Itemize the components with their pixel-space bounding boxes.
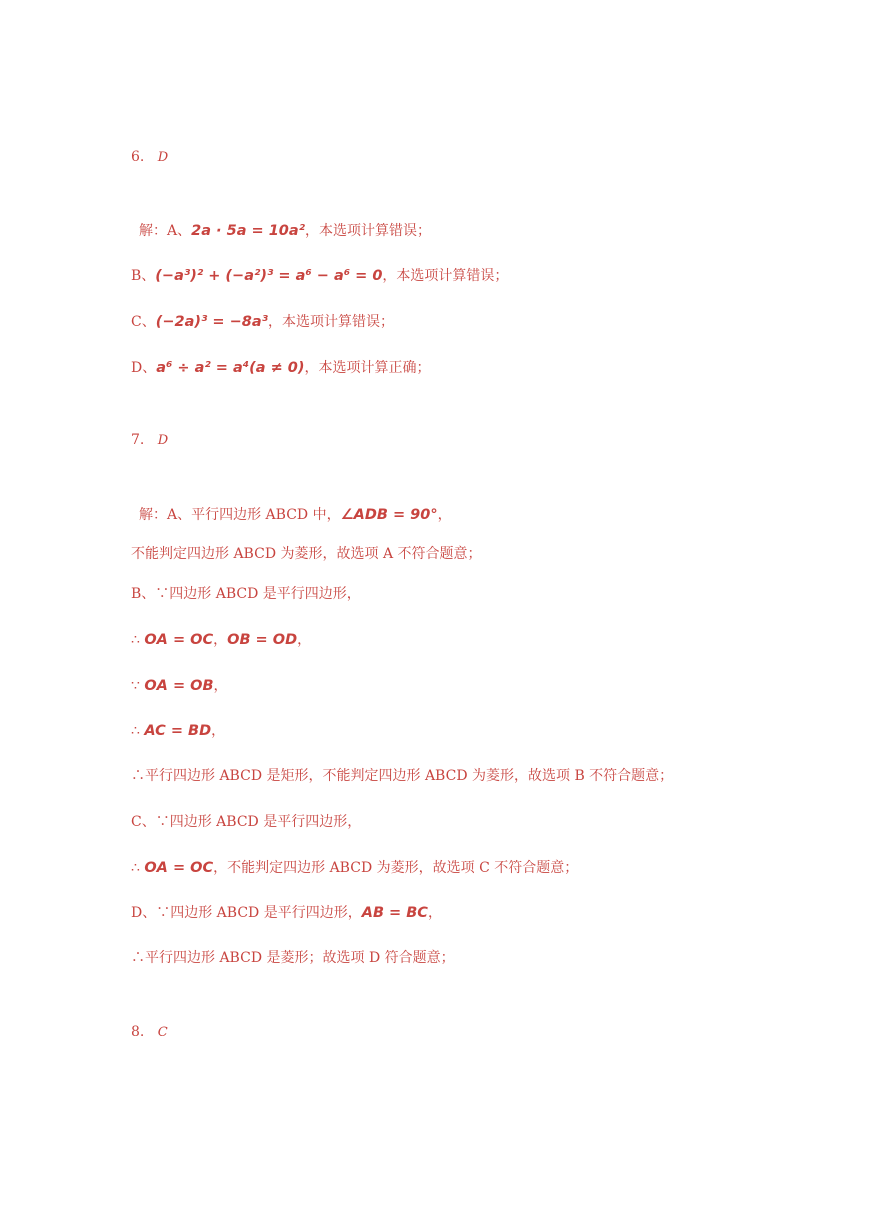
q6-number: 6. [131,149,145,165]
line-text: ， [437,507,452,523]
line-text: ， [213,678,228,694]
line-text: ， [297,632,312,648]
math-expression: 2a · 5a = 10a² [191,223,306,239]
line-text: D、∵四边形 ABCD 是平行四边形， [131,905,362,921]
math-expression: OA = OB [144,678,214,694]
q7-solution-line [131,949,455,967]
q7-solution-line [131,813,361,831]
math-expression: (−2a)³ = −8a³ [155,314,268,330]
q8-answer: C [157,1025,168,1040]
line-text: B、 [131,268,156,284]
line-text: D、 [131,360,157,376]
line-text: ∴ [131,860,145,876]
line-text: 解：A、 [139,223,192,239]
q7-solution-line [131,722,225,740]
q7-solution-line [131,631,311,649]
math-expression: OA = OC [144,860,214,876]
q6-solution-line [131,359,431,377]
line-text: C、∵四边形 ABCD 是平行四边形， [131,814,362,830]
math-expression: (−a³)² + (−a²)³ = a⁶ − a⁶ = 0 [155,268,383,284]
q7-header [131,431,168,450]
line-text: C、 [131,314,156,330]
q7-solution-line [131,904,442,922]
math-expression: ∠ADB = 90° [340,507,438,523]
line-text: 不能判定四边形 ABCD 为菱形，故选项 A 不符合题意； [131,546,482,562]
q6-solution-line [139,222,431,240]
q7-solution-line [131,859,578,877]
q7-solution-line [131,585,361,603]
line-text: ，不能判定四边形 ABCD 为菱形，故选项 C 不符合题意； [213,860,579,876]
math-expression: a⁶ ÷ a² = a⁴(a ≠ 0) [156,360,305,376]
math-expression: AB = BC [361,905,428,921]
line-text: ，本选项计算错误； [267,314,394,330]
q6-answer: D [157,150,169,165]
line-text: ∵ [131,678,145,694]
line-text: ，本选项计算正确； [304,360,431,376]
q6-solution-line [131,313,394,331]
q7-answer: D [157,433,169,448]
line-text: ， [427,905,442,921]
math-expression: AC = BD [144,723,212,739]
q6-solution-line [131,267,508,285]
line-text: B、∵四边形 ABCD 是平行四边形， [131,586,361,602]
line-text: ∴平行四边形 ABCD 是矩形，不能判定四边形 ABCD 为菱形，故选项 B 不符合题意； [131,768,674,784]
line-text: ∴平行四边形 ABCD 是菱形；故选项 D 符合题意； [131,950,455,966]
q6-header [131,148,168,167]
line-text: ∴ [131,723,145,739]
q7-solution-line [131,677,228,695]
line-text: 解：A、平行四边形 ABCD 中， [139,507,341,523]
line-text: ，本选项计算错误； [305,223,432,239]
q7-solution-line [131,767,673,785]
q7-solution-line [131,545,482,563]
q8-number: 8. [131,1024,145,1040]
math-expression: OB = OD [227,632,298,648]
line-text: ， [213,632,228,648]
math-expression: OA = OC [144,632,214,648]
line-text: ∴ [131,632,145,648]
line-text: ，本选项计算错误； [382,268,509,284]
q7-solution-line [139,506,452,524]
q7-number: 7. [131,432,145,448]
q8-header [131,1023,168,1042]
line-text: ， [211,723,226,739]
